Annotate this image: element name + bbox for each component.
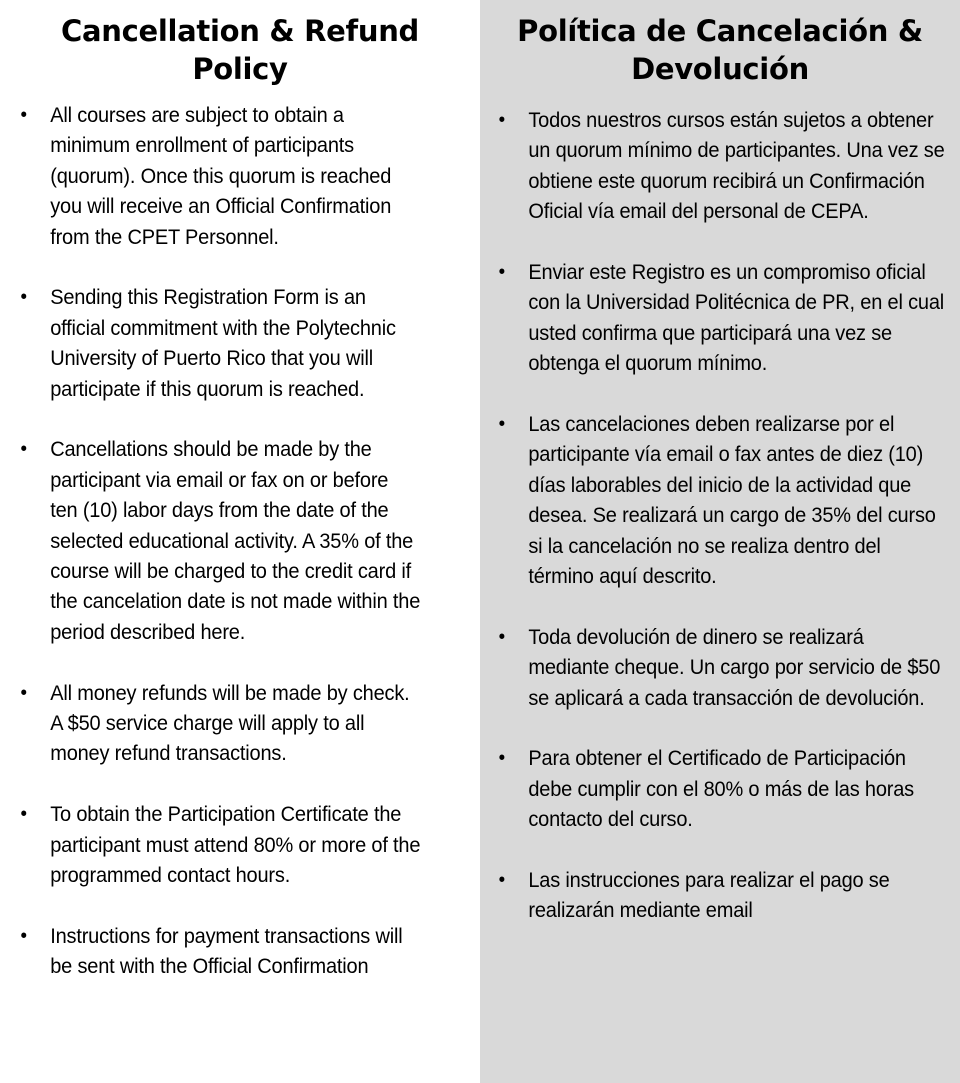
english-policy-item-text: Cancellations should be made by the participant via email or fax on or before ten (10) labor days from the date of the selected educational activity. A 35% of the course will be charged to the credit card if the cancelation date is not made within the period described here.: [50, 437, 421, 644]
spanish-policy-item-text: Las instrucciones para realizar el pago se realizarán mediante email: [528, 868, 890, 923]
bullet-icon: •: [20, 924, 27, 947]
spanish-policy-item: [480, 865, 945, 926]
english-policy-title: Cancellation & Refund Policy: [60, 14, 420, 86]
spanish-policy-list: [480, 105, 960, 956]
bullet-icon: •: [498, 413, 505, 436]
english-policy-item: [0, 282, 420, 404]
spanish-policy-item: [480, 257, 945, 379]
spanish-policy-item: [480, 743, 945, 834]
bullet-icon: •: [20, 681, 27, 704]
spanish-policy-item: [480, 409, 945, 591]
bullet-icon: •: [20, 438, 27, 461]
bullet-icon: •: [20, 104, 27, 126]
spanish-policy-column: [480, 0, 960, 1083]
spanish-policy-item-text: Las cancelaciones deben realizarse por el participante vía email o fax antes de diez (10) días laborables del inicio de la actividad que desea. Se realizará un cargo de 35% del curso si la cancelación no se realiza dentro del término aquí descrito.: [528, 412, 936, 589]
english-policy-item-text: All money refunds will be made by check. A $50 service charge will apply to all money refund transactions.: [50, 680, 410, 766]
bullet-icon: •: [498, 869, 505, 892]
spanish-policy-item-text: Enviar este Registro es un compromiso oficial con la Universidad Politécnica de PR, en el cual usted confirma que participará una vez se obtenga el quorum mínimo.: [528, 260, 945, 376]
english-policy-item-text: Sending this Registration Form is an official commitment with the Polytechnic University of Puerto Rico that you will participate if this quorum is reached.: [50, 285, 396, 401]
spanish-policy-item-text: Para obtener el Certificado de Participación debe cumplir con el 80% o más de las horas contacto del curso.: [528, 746, 915, 832]
spanish-policy-item: [480, 622, 945, 713]
english-policy-item-text: To obtain the Participation Certificate the participant must attend 80% or more of the programmed contact hours.: [50, 802, 421, 888]
english-policy-item: [0, 100, 420, 252]
spanish-policy-item-text: Todos nuestros cursos están sujetos a obtener un quorum mínimo de participantes. Una vez se obtiene este quorum recibirá un Confirmación Oficial vía email del personal de CEPA.: [528, 108, 945, 224]
bullet-icon: •: [498, 747, 505, 770]
spanish-policy-title: Política de Cancelación & Devolución: [517, 14, 923, 86]
bullet-icon: •: [20, 803, 27, 826]
bullet-icon: •: [498, 261, 505, 284]
english-policy-item: [0, 678, 420, 769]
english-policy-item: [0, 921, 420, 982]
bullet-icon: •: [498, 625, 505, 648]
bullet-icon: •: [498, 109, 505, 131]
spanish-policy-item-text: Toda devolución de dinero se realizará mediante cheque. Un cargo por servicio de $50 se aplicará a cada transacción de devolución.: [528, 624, 941, 710]
bullet-icon: •: [20, 286, 27, 309]
english-policy-item: [0, 799, 420, 890]
english-policy-list: [0, 100, 480, 1012]
english-policy-item-text: All courses are subject to obtain a minimum enrollment of participants (quorum). Once this quorum is reached you will receive an Official Confirmation from the CPET Personnel.: [50, 103, 392, 249]
english-policy-item-text: Instructions for payment transactions will be sent with the Official Confirmation: [50, 923, 403, 979]
english-policy-item: [0, 434, 420, 647]
spanish-policy-item: [480, 105, 945, 227]
